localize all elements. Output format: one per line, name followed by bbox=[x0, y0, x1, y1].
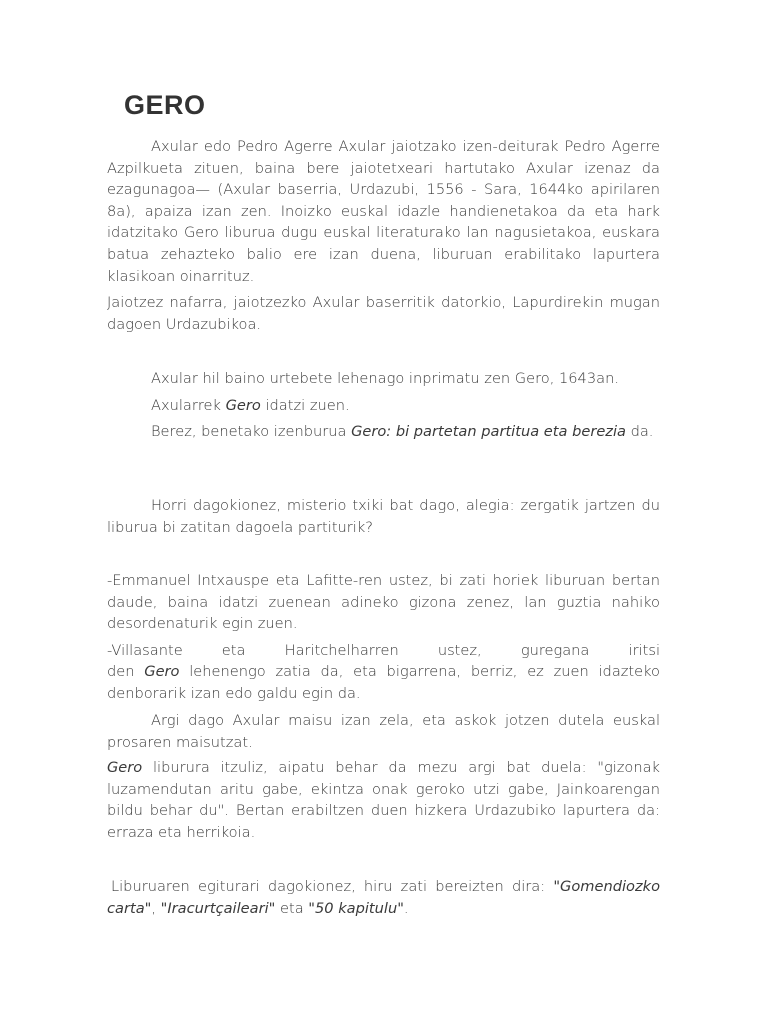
paragraph-message bbox=[107, 757, 660, 843]
paragraph-villasante-line1: -Villasante eta Haritchelharren ustez, guregana iritsi bbox=[107, 642, 660, 659]
paragraph-villasante-rest bbox=[107, 661, 660, 704]
paragraph-birthplace: Jaiotzez nafarra, jaiotzezko Axular baserritik datorkio, Lapurdirekin mugan dagoen Urdazubikoa. bbox=[107, 294, 660, 333]
text-segment: idatzi zuen. bbox=[260, 397, 350, 414]
part-title-3: "50 kapitulu" bbox=[308, 899, 404, 917]
book-title: Gero bbox=[107, 759, 143, 776]
text-segment: eta bbox=[275, 899, 309, 917]
text-segment: da. bbox=[625, 423, 654, 440]
book-title: Gero bbox=[144, 663, 180, 680]
paragraph-full-title bbox=[107, 421, 660, 443]
paragraph-master: Argi dago Axular maisu izan zela, eta askok jotzen dutela euskal prosaren maisutzat. bbox=[107, 712, 660, 751]
text-segment: , bbox=[151, 899, 161, 917]
text-segment: Berez, benetako izenburua bbox=[151, 423, 352, 440]
text-segment: Liburuaren egiturari dagokionez, hiru zati bereizten dira: bbox=[111, 878, 554, 895]
paragraph-intxauspe: -Emmanuel Intxauspe eta Lafitte-ren ustez, bi zati horiek liburuan bertan daude, baina idatzi zuenean adineko gizona zenez, lan guztia nahiko desordenaturik egin zuen. bbox=[107, 572, 660, 633]
paragraph-intro: Axular edo Pedro Agerre Axular jaiotzako izen-deiturak Pedro Agerre Azpilkueta zituen, baina bere jaiotetxeari hartutako Axular izenaz da ezagunagoa— (Axular baserria, Urdazubi, 1556 - Sara, 1644ko apirilaren 8a), apaiza izan zen. Inoizko euskal idazle handienetakoa da eta hark idatzitako Gero liburua dugu euskal literaturako lan nagusietakoa, euskara batua zehazteko balio ere izan duena, liburuan erabilitako lapurtera klasikoan oinarrituz. bbox=[107, 138, 660, 285]
paragraph-wrote bbox=[107, 395, 660, 417]
book-full-title: Gero: bi partetan partitua eta berezia bbox=[351, 423, 626, 440]
paragraph-structure bbox=[107, 876, 660, 919]
text-segment: liburura itzuliz, aipatu behar da mezu argi bat duela: "gizonak luzamendutan aritu gabe, ekintza onak geroko utzi gabe, Jainkoarengan bildu behar du". Bertan erabiltzen duen hizkera Urdazubiko lapurtera da: erraza eta herrikoia. bbox=[107, 759, 660, 841]
paragraph-mystery: Horri dagokionez, misterio txiki bat dago, alegia: zergatik jartzen du liburua bi zatitan dagoela partiturik? bbox=[107, 497, 660, 536]
text-segment: . bbox=[403, 899, 409, 917]
paragraph-printed: Axular hil baino urtebete lehenago inprimatu zen Gero, 1643an. bbox=[151, 370, 619, 387]
page-title: GERO bbox=[124, 90, 206, 120]
part-title-1: "Gomendiozko carta" bbox=[107, 878, 660, 917]
text-segment: lehenengo zatia da, eta bigarrena, berriz, ez zuen idazteko denborarik izan edo galdu egin da. bbox=[107, 663, 660, 702]
text-segment: den bbox=[107, 663, 145, 680]
book-title: Gero bbox=[225, 397, 261, 414]
part-title-2: "Iracurtçaileari" bbox=[160, 899, 276, 917]
text-segment: Axularrek bbox=[151, 397, 226, 414]
